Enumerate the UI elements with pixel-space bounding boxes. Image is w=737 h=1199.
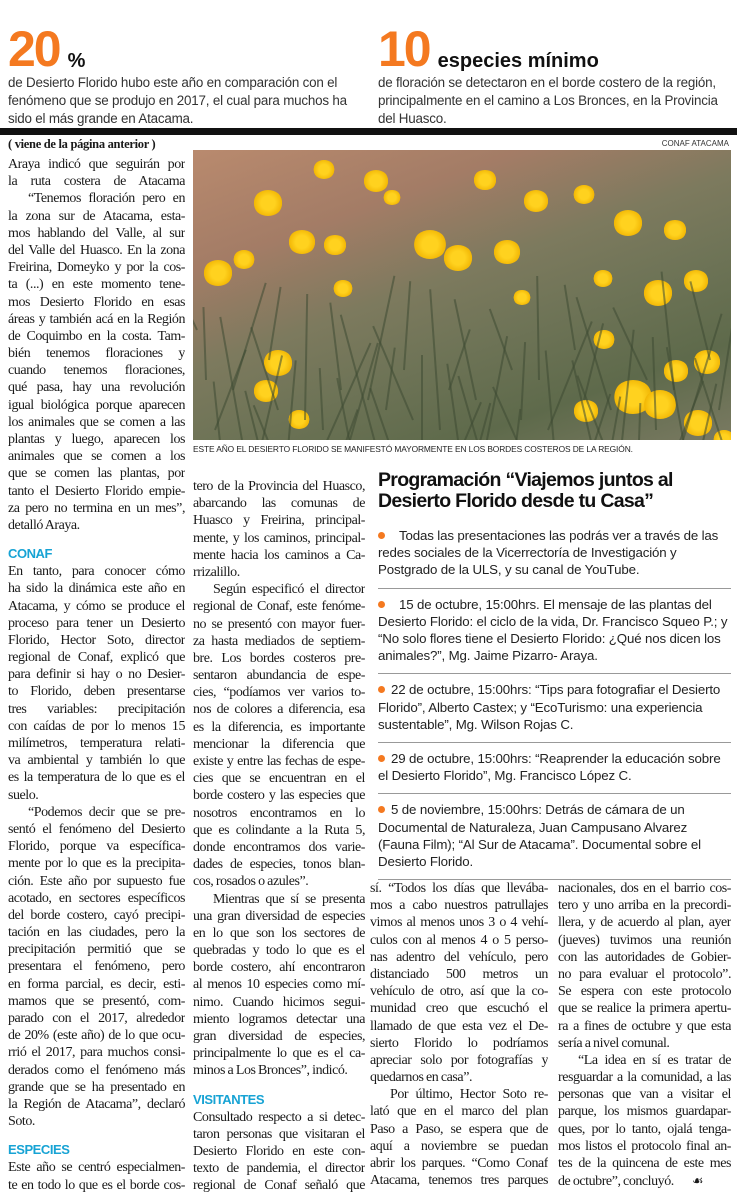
- text-line: sería a nivel comunal.: [558, 1035, 670, 1051]
- text-line: ra a fines de octubre y que esta: [558, 1018, 731, 1034]
- text-line: “Tenemos floración pero en: [28, 191, 185, 207]
- text-line: va ambiental y también lo que: [8, 753, 185, 769]
- text-line: mos Desierto Florido en esas: [8, 294, 185, 310]
- bullet-icon: [378, 806, 385, 813]
- text-line: es la diferencia, es importante: [193, 719, 365, 735]
- text-line: es la temperatura de lo que es el: [8, 770, 185, 786]
- program-item-text: 29 de octubre, 15:00hrs: “Reaprender la educación sobre el Desierto Florido”, Mg. Francisco López C.: [378, 751, 721, 784]
- text-line: Atacama, y cómo se produce el: [8, 598, 185, 614]
- text-line: no se presentó con mayor fuer-: [193, 616, 365, 632]
- stem-mark: [403, 281, 411, 370]
- stem-mark: [367, 276, 395, 401]
- text-line-content: de octubre”, concluyó.: [558, 1174, 674, 1190]
- text-line: miento logramos detectar una: [193, 1011, 365, 1027]
- text-line: “La idea en sí es tratar de: [578, 1052, 731, 1068]
- stat-percent: [8, 21, 363, 128]
- text-line: personas que van a visitar el: [558, 1087, 731, 1103]
- stem-mark: [429, 289, 441, 430]
- text-line: principalmente lo que es el ca-: [193, 1046, 365, 1062]
- text-line: nosotros encontramos en lo: [193, 805, 365, 821]
- text-line: plantas y luego, aparecen los: [8, 432, 185, 447]
- desert-flowers-photo: [193, 150, 731, 440]
- end-mark-icon: ☙: [691, 1173, 704, 1189]
- stem-mark: [304, 294, 308, 420]
- text-line: en lo que son los sectores de: [193, 925, 365, 941]
- text-line: “Podemos decir que se pre-: [28, 804, 185, 820]
- text-line: ta (...) en este momento tene-: [8, 277, 185, 293]
- bullet-icon: [378, 601, 385, 608]
- section-heading: CONAF: [8, 546, 52, 562]
- text-line: presentara el fenómeno, pero: [8, 959, 185, 975]
- text-line: que se realice la primera apertu-: [558, 1001, 731, 1017]
- stat-value: 20: [8, 21, 60, 77]
- program-item: [378, 743, 731, 794]
- text-line: la ruta costera de Atacama: [8, 174, 185, 190]
- text-line: vimos al menos unos 3 o 4 vehí-: [370, 915, 548, 931]
- text-line: cuando tenemos floraciones,: [8, 363, 185, 379]
- text-line: Por último, Hector Soto re-: [390, 1087, 548, 1103]
- text-line: Florido, Hector Soto, director: [8, 632, 185, 648]
- text-line: Freirina, Domeyko y por la cos-: [8, 260, 185, 276]
- stat-species: [378, 21, 733, 128]
- text-line: no para evaluar el protocolo”.: [558, 966, 731, 982]
- text-line: para definir si hay o no Desier-: [8, 667, 185, 683]
- stem-mark: [372, 326, 414, 421]
- program-item-text: 15 de octubre, 15:00hrs. El mensaje de las plantas del Desierto Florido: el ciclo de la vida, Dr. Francisco Squeo P.; y “No solo flores tiene el Desierto Florido: ¿Qué nos dicen los animales?”, Mg. Jaime Pizarro- Araya.: [378, 596, 728, 664]
- flower-mark: [473, 170, 497, 190]
- text-line: áreas y también acá en la Región: [8, 311, 185, 327]
- text-line: taron personas que visitaran el: [193, 1126, 365, 1142]
- text-line: texto de pandemia, el director: [193, 1161, 365, 1177]
- article-column-3: [370, 880, 548, 1189]
- text-line: mos listos el protocolo final an-: [558, 1138, 731, 1154]
- flower-mark: [413, 230, 447, 259]
- stem-mark: [454, 299, 477, 400]
- bullet-icon: [378, 686, 385, 693]
- text-line: regional de Conaf señaló que: [193, 1178, 365, 1194]
- text-line: la zona sur de Atacama, esta-: [8, 208, 185, 224]
- text-line: apreciar solo por fotografías y: [370, 1052, 548, 1068]
- text-line: Huasco y Freirina, principal-: [193, 513, 365, 529]
- text-line: igual biológica porque aparecen: [8, 397, 185, 413]
- text-line: mos hablando del Valle, al sur: [8, 225, 185, 241]
- article-column-1: [8, 156, 185, 1194]
- text-line: bién tenemos floraciones y: [8, 346, 185, 362]
- stem-mark: [564, 285, 576, 351]
- stem-mark: [545, 350, 558, 440]
- text-line: rrió el 2017, para muchos consi-: [8, 1045, 185, 1061]
- flower-mark: [313, 160, 335, 179]
- text-line: llamado de que esta vez el De-: [370, 1018, 548, 1034]
- stem-mark: [689, 281, 711, 360]
- text-line: te en todo lo que es el borde cos-: [8, 1177, 185, 1193]
- stem-mark: [492, 386, 531, 440]
- text-line: precipitación permitió que se: [8, 942, 185, 958]
- text-line: cos, rosados o azules”.: [193, 874, 309, 890]
- stem-mark: [520, 342, 526, 420]
- text-line: mos a cabo nuestros patrullajes: [370, 898, 548, 914]
- text-line: llera, y de acuerdo al plan, ayer: [558, 915, 731, 931]
- text-line: munidad creo que escuchó el: [370, 1001, 548, 1017]
- text-line: lató que en el marco del plan: [370, 1104, 548, 1120]
- text-line: Atacama, tenemos tres parques: [370, 1173, 548, 1189]
- text-line: mamos que se presentó, com-: [8, 993, 185, 1009]
- text-line: acotado, en sectores específicos: [8, 890, 185, 906]
- text-line: sentaron abundancia de espe-: [193, 668, 365, 684]
- section-divider: [0, 128, 737, 135]
- text-line: derados como el fenómeno más: [8, 1062, 185, 1078]
- text-line: abarcando las comunas de: [193, 496, 365, 512]
- section-heading: VISITANTES: [193, 1091, 265, 1107]
- stat-unit: %: [67, 50, 86, 72]
- flower-mark: [643, 390, 677, 419]
- text-line: qué pasa, hay una revolución: [8, 380, 185, 396]
- text-line: con caídas de por lo menos 15: [8, 718, 185, 734]
- text-line: nacionales, dos en el barrio cos-: [558, 881, 731, 896]
- text-line: bre. Los bordes costeros pre-: [193, 650, 365, 666]
- text-line: Según especificó el director: [213, 582, 365, 598]
- text-line: que se comen las plantas, por: [8, 466, 185, 482]
- flower-mark: [288, 230, 316, 254]
- text-line: culos con al menos 4 o 5 perso-: [370, 932, 548, 948]
- text-line: rrizalillo.: [193, 564, 240, 580]
- flower-mark: [383, 190, 401, 205]
- text-line: za pero no termina en un mes”,: [8, 500, 185, 516]
- text-line: dades de especies, tonos blan-: [193, 857, 365, 873]
- text-line: detalló Araya.: [8, 517, 80, 533]
- stem-mark: [421, 355, 423, 440]
- article-column-2: [193, 478, 365, 1195]
- flower-mark: [253, 190, 283, 216]
- flower-mark: [573, 185, 595, 204]
- text-line: sentó el fenómeno del Desierto: [8, 821, 185, 837]
- program-item-text: 5 de noviembre, 15:00hrs: Detrás de cámara de un Documental de Naturaleza, Juan Campusano Alvarez (Fauna Film); “Al Sur de Atacama”. Documental sobre el Desierto Florido.: [378, 802, 701, 870]
- text-line: parque, los mismos guardapar-: [558, 1104, 731, 1120]
- text-line: tanto el Desierto Florido empie-: [8, 483, 185, 499]
- text-line: Desierto Florido en este con-: [193, 1143, 365, 1159]
- flower-mark: [363, 170, 389, 192]
- text-line: nimo. Cuando hicimos segui-: [193, 994, 365, 1010]
- stat-unit: especies mínimo: [437, 50, 599, 72]
- stem-mark: [193, 275, 198, 330]
- text-line: cies, “podíamos ver varios to-: [193, 685, 365, 701]
- programacion-box: [378, 470, 731, 880]
- bullet-icon: [378, 755, 385, 762]
- flower-mark: [203, 260, 233, 286]
- text-line: en forma parcial, es decir, esti-: [8, 976, 185, 992]
- text-line: Paso a Paso, se espera que de: [370, 1121, 548, 1137]
- flower-mark: [513, 290, 531, 305]
- flower-mark: [233, 250, 255, 269]
- text-line: del borde costero, cayó precipi-: [8, 907, 185, 923]
- text-line: Florido, porque va específica-: [8, 839, 185, 855]
- text-line: borde costero y las especies que: [193, 788, 365, 804]
- text-line: minos a Los Bronces”, indicó.: [193, 1063, 348, 1079]
- bullet-icon: [378, 532, 385, 539]
- text-line: borde costero, ahí encontraron: [193, 960, 365, 976]
- text-line: mencionar la diferencia que: [193, 736, 365, 752]
- stem-mark: [202, 307, 207, 380]
- flower-mark: [493, 240, 521, 264]
- text-line: con las autoridades de Gobier-: [558, 949, 731, 965]
- text-line: to Florido, deben presentarse: [8, 684, 185, 700]
- text-line: tación en las ciudades, pero la: [8, 925, 185, 941]
- flower-mark: [663, 360, 689, 382]
- photo-caption: ESTE AÑO EL DESIERTO FLORIDO SE MANIFESTÓ MAYORMENTE EN LOS BORDES COSTEROS DE LA REGIÓN.: [193, 444, 633, 454]
- flower-mark: [643, 280, 673, 306]
- stem-mark: [319, 368, 324, 430]
- flower-mark: [613, 210, 643, 236]
- photo-credit: CONAF ATACAMA: [661, 139, 729, 148]
- text-line: la Región de Atacama”, declaró: [8, 1096, 185, 1112]
- text-line: ques, por lo tanto, ojalá tenga-: [558, 1121, 731, 1137]
- stat-description: de floración se detectaron en el borde costero de la región, principalmente en el camino a Los Bronces, en la Provincia del Huasco.: [378, 75, 718, 126]
- program-item: [378, 589, 731, 675]
- text-line: suelo.: [8, 787, 39, 803]
- text-line: tero y uno arriba en la precordi-: [558, 898, 731, 914]
- program-item: [378, 794, 731, 880]
- text-line: abrir los parques. “Como Conaf: [370, 1156, 548, 1171]
- text-line: de Coquimbo en la costa. Tam-: [8, 328, 185, 344]
- text-line: distanciado 500 metros un: [370, 966, 548, 982]
- text-line: Este año se centró especialmen-: [8, 1160, 185, 1176]
- text-line: parado con el 2017, alrededor: [8, 1011, 185, 1026]
- flower-mark: [323, 235, 347, 255]
- text-line: nos de colores a diferencia, esa: [193, 702, 365, 718]
- text-line: Consultado respecto a si detec-: [193, 1109, 365, 1125]
- text-line: tes de la quincena de este mes: [558, 1156, 731, 1171]
- text-line: cies que se encuentran en el: [193, 771, 365, 787]
- stem-mark: [232, 283, 267, 391]
- text-line: tero de la Provincia del Huasco,: [193, 479, 365, 494]
- text-line: que es colindante a la Ruta 5,: [193, 822, 365, 838]
- text-line: (jueves) tuvimos una reunión: [558, 932, 731, 948]
- text-line: sí. “Todos los días que llevába-: [370, 881, 548, 896]
- flower-mark: [443, 245, 473, 271]
- text-line: sierto Florido lo podríamos: [370, 1035, 548, 1051]
- continued-note: ( viene de la página anterior ): [8, 137, 156, 151]
- text-line: za hasta mediados de septiem-: [193, 633, 365, 649]
- text-line: del Valle del Huasco. En la zona: [8, 242, 185, 258]
- flower-mark: [523, 190, 549, 212]
- text-line: mente hacia los caminos a Ca-: [193, 547, 365, 563]
- stem-mark: [601, 396, 621, 440]
- text-line: al menos 10 especies como mí-: [193, 977, 365, 993]
- programacion-title: Programación “Viajemos juntos al Desierto Florido desde tu Casa”: [378, 469, 673, 512]
- program-item: [378, 674, 731, 743]
- text-line: de 20% (este año) de lo que ocu-: [8, 1028, 185, 1044]
- text-line: regional de Conaf, este fenóme-: [193, 599, 365, 615]
- section-heading: ESPECIES: [8, 1142, 70, 1158]
- text-line: Araya indicó que seguirán por: [8, 157, 185, 172]
- text-line: vehículo de otro, así que la co-: [370, 984, 548, 1000]
- text-line: grande que se ha presentado en: [8, 1079, 185, 1095]
- text-line: nas adentro del vehículo, pero: [370, 949, 548, 965]
- text-line: [558, 1172, 731, 1189]
- text-line: animales que se comen a los: [8, 449, 185, 465]
- text-line: donde encontramos dos varie-: [193, 839, 365, 855]
- text-line: ción. Este año por supuesto fue: [8, 873, 185, 889]
- stat-description: de Desierto Florido hubo este año en comparación con el fenómeno que se produjo en 2017, el cual para muchos ha sido el más grande en Atacama.: [8, 75, 347, 126]
- text-line: ha sido la dinámica este año en: [8, 581, 185, 597]
- text-line: Mientras que sí se presenta: [213, 891, 365, 907]
- stem-mark: [219, 317, 243, 440]
- article-column-4: [558, 880, 731, 1189]
- text-line: regional de Conaf, explicó que: [8, 650, 185, 666]
- flower-mark: [663, 220, 687, 240]
- program-item: [378, 520, 731, 589]
- text-line: Soto.: [8, 1114, 35, 1130]
- text-line: quebradas y todo lo que es el: [193, 943, 365, 959]
- text-line: gran diversidad de especies,: [193, 1029, 365, 1044]
- text-line: tres variables: precipitación: [8, 701, 185, 717]
- text-line: una gran diversidad de especies: [193, 908, 365, 924]
- text-line: mente por lo que es la precipita-: [8, 856, 185, 872]
- flower-mark: [683, 270, 709, 292]
- flower-mark: [593, 270, 613, 287]
- text-line: aquí a noviembre se puedan: [370, 1138, 548, 1154]
- text-line: proceso para tener un Desierto: [8, 615, 185, 631]
- text-line: En tanto, para conocer cómo: [8, 564, 185, 580]
- flower-mark: [333, 280, 353, 297]
- text-line: los animales que se comen a las: [8, 414, 185, 430]
- program-item-text: Todas las presentaciones las podrás ver a través de las redes sociales de la Vicerrectoría de Investigación y Postgrado de la ULS, y su canal de YouTube.: [378, 528, 719, 578]
- stat-value: 10: [378, 21, 430, 77]
- text-line: milímetros, temperatura relati-: [8, 736, 185, 751]
- text-line: Se espera con este protocolo: [558, 984, 731, 1000]
- text-line: resguardar a la comunidad, a las: [558, 1070, 731, 1086]
- program-item-text: 22 de octubre, 15:00hrs: “Tips para fotografiar el Desierto Florido”, Alberto Castex; y “EcoTurismo: una experiencia sustentable”, Mg. Wilson Rojas C.: [378, 682, 721, 732]
- stem-mark: [536, 276, 540, 380]
- text-line: mente, y los caminos, principal-: [193, 530, 365, 546]
- text-line: quedarnos en casa”.: [370, 1070, 473, 1086]
- text-line: existe y entre las fechas de espe-: [193, 754, 365, 769]
